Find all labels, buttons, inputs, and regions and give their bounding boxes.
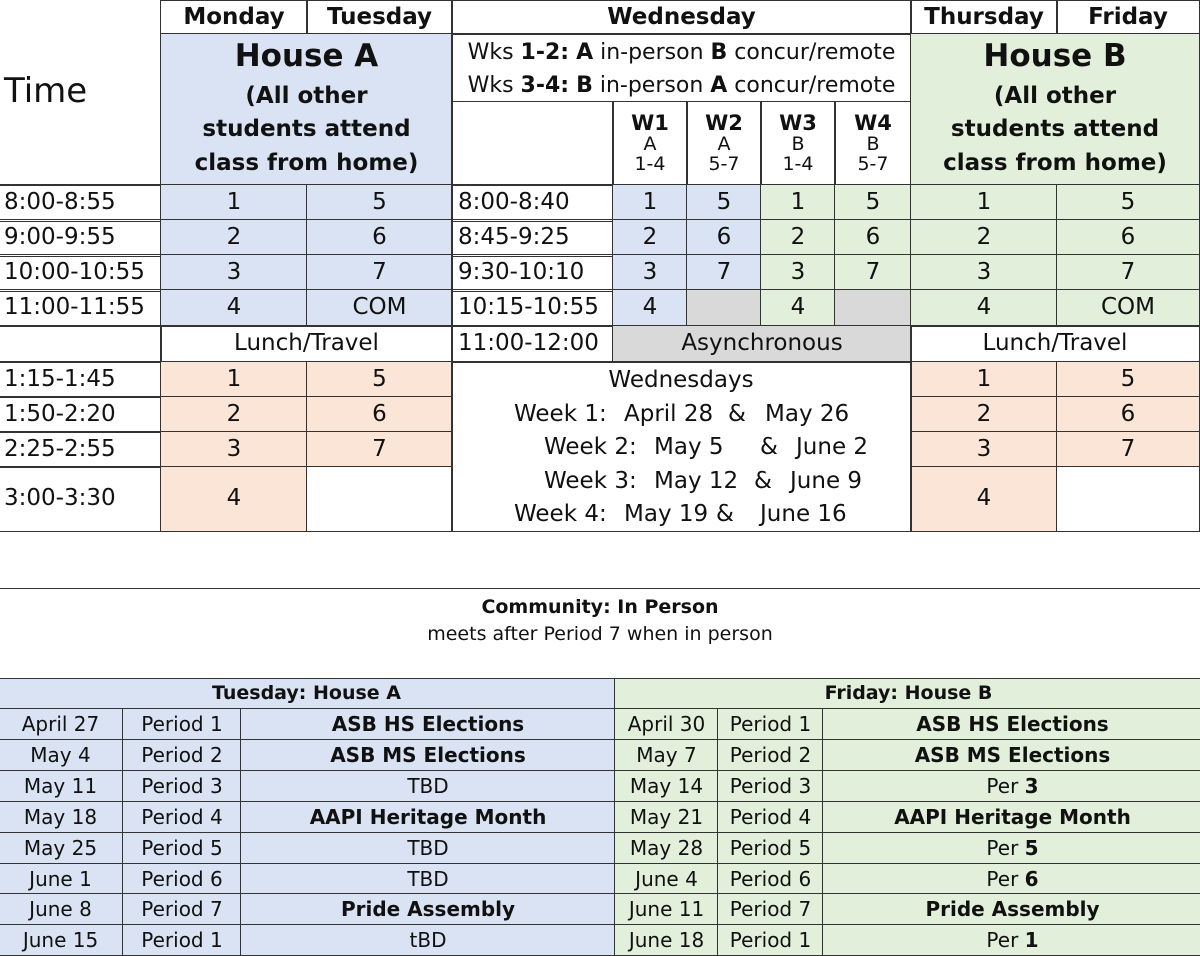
wednesday-week-info	[451, 33, 912, 103]
tuesday-pm-period: 7	[306, 431, 453, 468]
thursday-pm-period: 1	[910, 361, 1058, 398]
week-4-period	[834, 289, 912, 327]
lunch-travel-house-a: Lunch/Travel	[160, 325, 453, 363]
tuesday-event: TBD	[240, 770, 616, 802]
community-header	[0, 588, 1200, 680]
friday-event-prefix: Per	[986, 773, 1025, 798]
community-subtitle: meets after Period 7 when in person	[427, 623, 773, 646]
week-3-period: 4	[760, 289, 836, 327]
friday-period: Period 3	[717, 770, 824, 802]
day-header-tuesday: Tuesday	[306, 0, 453, 35]
tuesday-period: Period 6	[122, 863, 242, 895]
tuesday-date: May 25	[0, 832, 124, 864]
wednesday-time: 9:30-10:10	[451, 254, 614, 292]
wednesdays-title: Wednesdays	[608, 367, 754, 393]
wednesday-week-d1: May 5	[654, 434, 724, 460]
wednesday-week-label: Week 1:	[514, 401, 607, 427]
asynchronous-block: Asynchronous	[612, 325, 912, 363]
friday-event-prefix: Per	[986, 927, 1025, 952]
friday-date: April 30	[614, 708, 719, 740]
week-2-period: 6	[686, 219, 762, 257]
monday-pm-period: 4	[160, 466, 308, 532]
friday-event	[822, 770, 1200, 802]
friday-event-period-number: 3	[1024, 773, 1039, 798]
friday-date: June 4	[614, 863, 719, 895]
afternoon-time: 3:00-3:30	[0, 466, 162, 532]
friday-pm-period: 5	[1056, 361, 1200, 398]
monday-period: 2	[160, 219, 308, 257]
week-1-period: 1	[612, 184, 688, 222]
wednesdays-dates-box	[451, 361, 912, 532]
week-3-header: W3 B 1-4	[760, 101, 836, 186]
tuesday-event: ASB MS Elections	[240, 739, 616, 771]
tuesday-date: June 1	[0, 863, 124, 895]
friday-event-prefix: Per	[986, 866, 1025, 891]
afternoon-time: 1:15-1:45	[0, 361, 162, 398]
tuesday-date: June 8	[0, 893, 124, 925]
tuesday-period: Period 4	[122, 801, 242, 833]
wednesday-week-label: Week 2:	[544, 434, 637, 460]
week-4-period: 6	[834, 219, 912, 257]
friday-period: Period 4	[717, 801, 824, 833]
friday-event	[822, 832, 1200, 864]
monday-period: 1	[160, 184, 308, 222]
morning-time: 11:00-11:55	[0, 289, 162, 327]
lunch-time-blank	[0, 325, 162, 363]
house-b-subtitle: (All other students attend class from home)	[943, 82, 1167, 176]
tuesday-period: Period 5	[122, 832, 242, 864]
friday-house-b-header: Friday: House B	[614, 678, 1200, 710]
friday-event: ASB MS Elections	[822, 739, 1200, 771]
wednesday-line-1: Wks 1-2: A in-person B concur/remote	[467, 39, 896, 65]
tuesday-period: Period 2	[122, 739, 242, 771]
wednesday-week-amp: &	[716, 501, 734, 527]
monday-period: 4	[160, 289, 308, 327]
day-header-wednesday: Wednesday	[451, 0, 912, 35]
afternoon-time: 1:50-2:20	[0, 396, 162, 433]
week-1-header: W1 A 1-4	[612, 101, 688, 186]
tuesday-pm-period: 6	[306, 396, 453, 433]
thursday-period: 1	[910, 184, 1058, 222]
week-3-period: 1	[760, 184, 836, 222]
tuesday-period: Period 3	[122, 770, 242, 802]
friday-date: May 28	[614, 832, 719, 864]
tuesday-date: June 15	[0, 924, 124, 956]
friday-pm-period: 7	[1056, 431, 1200, 468]
thursday-pm-period: 3	[910, 431, 1058, 468]
friday-event: ASB HS Elections	[822, 708, 1200, 740]
day-header-thursday: Thursday	[910, 0, 1058, 35]
friday-period: Period 1	[717, 924, 824, 956]
tuesday-event: TBD	[240, 832, 616, 864]
friday-period: COM	[1056, 289, 1200, 327]
time-column-header: Time	[0, 33, 162, 186]
thursday-period: 3	[910, 254, 1058, 292]
friday-period: 7	[1056, 254, 1200, 292]
tuesday-pm-period	[306, 466, 453, 532]
tuesday-period: Period 7	[122, 893, 242, 925]
week-2-header: W2 A 5-7	[686, 101, 762, 186]
friday-date: May 14	[614, 770, 719, 802]
tuesday-period: 6	[306, 219, 453, 257]
tuesday-date: May 18	[0, 801, 124, 833]
day-header-monday: Monday	[160, 0, 308, 35]
monday-pm-period: 3	[160, 431, 308, 468]
tuesday-period: COM	[306, 289, 453, 327]
house-a-header	[160, 33, 453, 186]
friday-period: Period 7	[717, 893, 824, 925]
thursday-period: 4	[910, 289, 1058, 327]
friday-period: Period 1	[717, 708, 824, 740]
tuesday-date: April 27	[0, 708, 124, 740]
wednesday-blank-header	[451, 101, 614, 186]
monday-period: 3	[160, 254, 308, 292]
friday-period: 5	[1056, 184, 1200, 222]
friday-event-prefix: Per	[986, 835, 1025, 860]
thursday-pm-period: 2	[910, 396, 1058, 433]
wednesday-week-amp: &	[728, 401, 746, 427]
friday-period: Period 5	[717, 832, 824, 864]
friday-period: 6	[1056, 219, 1200, 257]
friday-period: Period 6	[717, 863, 824, 895]
friday-pm-period	[1056, 466, 1200, 532]
wednesday-week-d2: June 2	[796, 434, 869, 460]
tuesday-event: AAPI Heritage Month	[240, 801, 616, 833]
tuesday-event: ASB HS Elections	[240, 708, 616, 740]
week-4-period: 7	[834, 254, 912, 292]
morning-time: 10:00-10:55	[0, 254, 162, 292]
week-3-period: 3	[760, 254, 836, 292]
tuesday-period: 5	[306, 184, 453, 222]
wednesday-week-amp: &	[754, 468, 772, 494]
wednesday-week-d1: April 28	[624, 401, 714, 427]
tuesday-period: 7	[306, 254, 453, 292]
wednesday-week-d1: May 12	[654, 468, 739, 494]
day-header-friday: Friday	[1056, 0, 1200, 35]
friday-event-period-number: 5	[1024, 835, 1039, 860]
tuesday-pm-period: 5	[306, 361, 453, 398]
friday-date: June 11	[614, 893, 719, 925]
wednesday-week-d2: June 16	[760, 501, 847, 527]
friday-event-period-number: 6	[1024, 866, 1039, 891]
friday-event: AAPI Heritage Month	[822, 801, 1200, 833]
friday-event-period-number: 1	[1024, 927, 1039, 952]
house-a-subtitle: (All other students attend class from home)	[194, 82, 419, 176]
morning-time: 9:00-9:55	[0, 219, 162, 257]
tuesday-event: Pride Assembly	[240, 893, 616, 925]
tuesday-date: May 11	[0, 770, 124, 802]
wednesday-time: 8:45-9:25	[451, 219, 614, 257]
tuesday-event: tBD	[240, 924, 616, 956]
tuesday-event: TBD	[240, 863, 616, 895]
friday-period: Period 2	[717, 739, 824, 771]
tuesday-period: Period 1	[122, 708, 242, 740]
morning-time: 8:00-8:55	[0, 184, 162, 222]
friday-date: May 7	[614, 739, 719, 771]
house-b-title: House B	[983, 38, 1127, 75]
friday-event: Pride Assembly	[822, 893, 1200, 925]
week-1-period: 3	[612, 254, 688, 292]
tuesday-house-a-header: Tuesday: House A	[0, 678, 616, 710]
week-1-period: 2	[612, 219, 688, 257]
week-4-header: W4 B 5-7	[834, 101, 912, 186]
friday-pm-period: 6	[1056, 396, 1200, 433]
house-b-header	[910, 33, 1200, 186]
monday-pm-period: 2	[160, 396, 308, 433]
week-2-period	[686, 289, 762, 327]
friday-event	[822, 863, 1200, 895]
tuesday-period: Period 1	[122, 924, 242, 956]
week-2-period: 5	[686, 184, 762, 222]
week-4-period: 5	[834, 184, 912, 222]
week-2-period: 7	[686, 254, 762, 292]
monday-pm-period: 1	[160, 361, 308, 398]
lunch-travel-house-b: Lunch/Travel	[910, 325, 1200, 363]
wednesday-week-d1: May 19	[624, 501, 709, 527]
wednesday-week-amp: &	[760, 434, 778, 460]
thursday-pm-period: 4	[910, 466, 1058, 532]
wednesday-time: 8:00-8:40	[451, 184, 614, 222]
community-title: Community: In Person	[481, 596, 719, 618]
week-3-period: 2	[760, 219, 836, 257]
wednesday-line-2: Wks 3-4: B in-person A concur/remote	[467, 72, 896, 98]
afternoon-time: 2:25-2:55	[0, 431, 162, 468]
friday-date: May 21	[614, 801, 719, 833]
week-1-period: 4	[612, 289, 688, 327]
friday-date: June 18	[614, 924, 719, 956]
wednesday-week-d2: June 9	[790, 468, 863, 494]
thursday-period: 2	[910, 219, 1058, 257]
wednesday-week-label: Week 4:	[514, 501, 607, 527]
wednesday-week-d2: May 26	[765, 401, 850, 427]
tuesday-date: May 4	[0, 739, 124, 771]
wednesday-async-time: 11:00-12:00	[451, 325, 614, 363]
house-a-title: House A	[234, 38, 379, 75]
wednesday-week-label: Week 3:	[544, 468, 637, 494]
friday-event	[822, 924, 1200, 956]
wednesday-time: 10:15-10:55	[451, 289, 614, 327]
